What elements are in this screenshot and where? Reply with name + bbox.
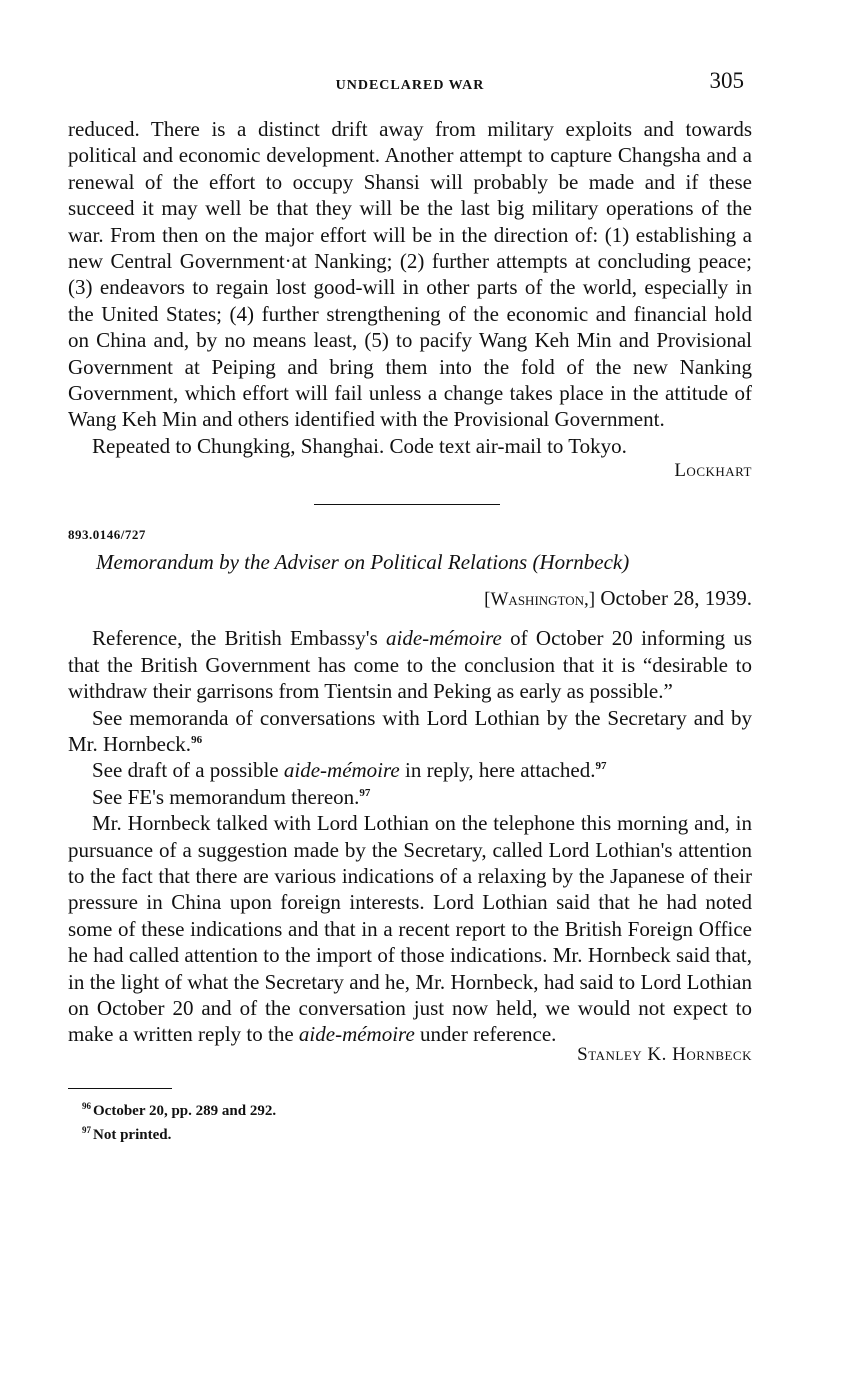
memo-paragraph-4: See FE's memorandum thereon.$^{97}$	[92, 784, 371, 809]
page-number: 305	[709, 68, 744, 93]
dateline-date: October 28, 1939.	[600, 586, 752, 611]
section-divider	[314, 504, 500, 505]
continued-paragraph: reduced. There is a distinct drift away from military exploits and towards political and economic development. Another attempt to capture Changsha and a renewal of the effort to occupy Shansi will probably be made and if these succeed it may well be that they will be the last big military operations of the war. From then on the major effort will be in the direction of: (1) establishing a new Central Government·at Nanking; (2) further attempts at concluding peace; (3) endeavors to regain lost good-will in other parts of the world, especially in the United States; (4) further strengthening of the economic and financial hold on China and, by no means least, (5) to pacify Wang Keh Min and Provisional Government at Peiping and bring them into the fold of the new Nanking Government, which effort will fail unless a change takes place in the attitude of Wang Keh Min and others identified with the Provisional Government.	[68, 117, 752, 432]
page-header	[68, 66, 752, 100]
memo-paragraph-3: See draft of a possible aide-mémoire in reply, here attached.$^{97}$	[92, 758, 607, 783]
dateline	[68, 585, 752, 613]
memo-paragraph-1: Reference, the British Embassy's aide-mémoire of October 20 informing us that the British Government has come to the conclusion that it is “desirable to withdraw their garrisons from Tientsin and Peking as early as possible.”	[68, 626, 753, 704]
file-number: 893.0146/727	[68, 527, 146, 543]
signature-lockhart: Lockhart	[674, 460, 752, 482]
memo-paragraph-2: See memoranda of conversations with Lord Lothian by the Secretary and by Mr. Hornbeck.$^{96}$	[68, 705, 752, 756]
footnote-ref: 97	[595, 760, 607, 773]
dateline-place: [Washington,]	[484, 589, 596, 611]
footnote-96: $^{96}$ October 20, pp. 289 and 292.	[82, 1100, 277, 1119]
signature-hornbeck: Stanley K. Hornbeck	[577, 1043, 752, 1065]
memo-paragraph-5: Mr. Hornbeck talked with Lord Lothian on the telephone this morning and, in pursuance of a suggestion made by the Secretary, called Lord Lothian's attention to the fact that there are various indications of a relaxing by the Japanese of their pressure in China upon foreign interests. Lord Lothian said that he had noted some of these indications and that in a recent report to the British Foreign Office he had called attention to the import of those indications. Mr. Hornbeck said that, in the light of what the Secretary and he, Mr. Hornbeck, had said to Lord Lothian on October 20 and of the conversation just now held, we would not expect to make a written reply to the aide-mémoire under reference.	[68, 811, 752, 1047]
footnote-97: $^{97}$ Not printed.	[82, 1124, 172, 1143]
memo-body	[68, 625, 752, 1066]
footnote-ref: 97	[359, 786, 371, 799]
running-head: UNDECLARED WAR	[335, 78, 485, 93]
memo-title: Memorandum by the Adviser on Political Relations (Hornbeck)	[96, 550, 630, 575]
footnotes	[68, 1097, 752, 1145]
footnote-ref: 96	[191, 733, 203, 746]
document-page	[68, 66, 752, 1145]
repeated-line: Repeated to Chungking, Shanghai. Code text air-mail to Tokyo.	[92, 433, 627, 458]
footnote-divider	[68, 1088, 172, 1089]
